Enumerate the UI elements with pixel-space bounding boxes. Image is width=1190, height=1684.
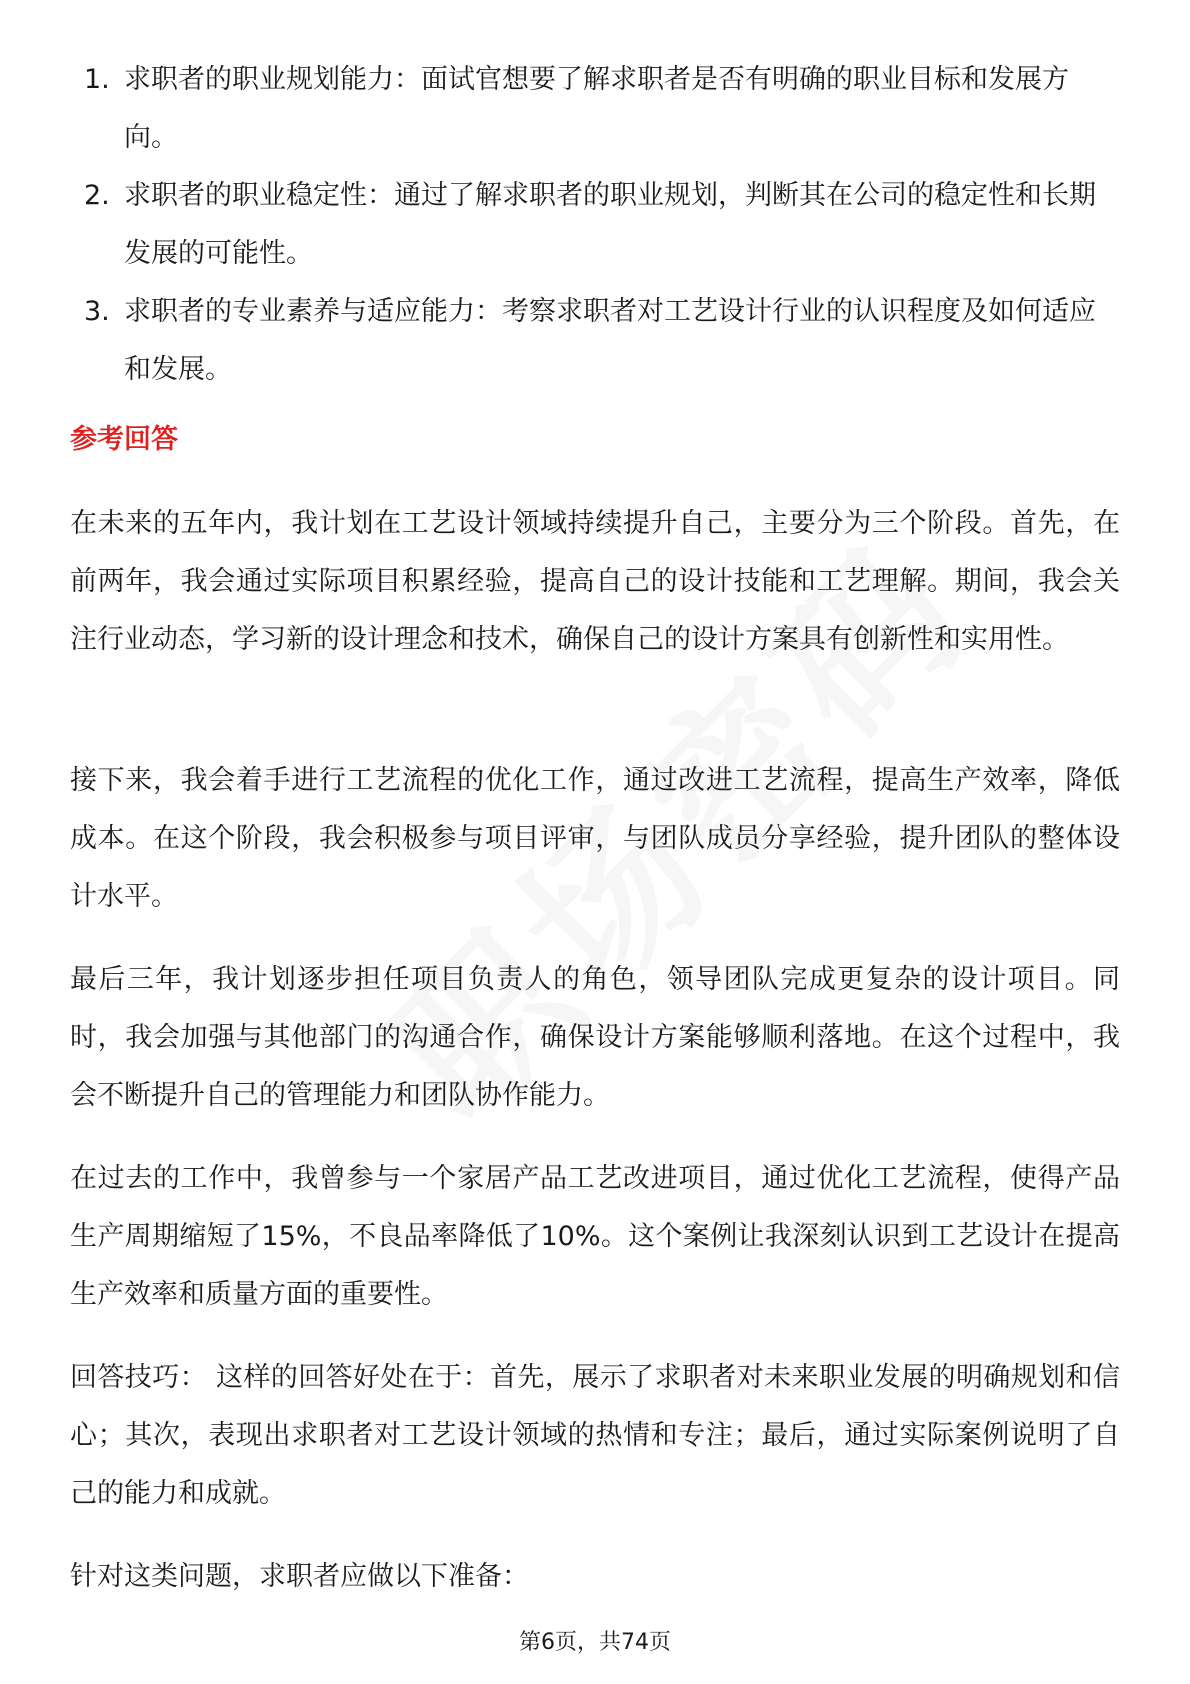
list-item — [70, 167, 1120, 283]
answer-paragraph-4: 在过去的工作中，我曾参与一个家居产品工艺改进项目，通过优化工艺流程，使得产品生产周期缩短了15%，不良品率降低了10%。这个案例让我深刻认识到工艺设计在提高生产效率和质量方面的重要性。 — [70, 1163, 1120, 1310]
answer-paragraph-2: 接下来，我会着手进行工艺流程的优化工作，通过改进工艺流程，提高生产效率，降低成本。在这个阶段，我会积极参与项目评审，与团队成员分享经验，提升团队的整体设计水平。 — [70, 765, 1120, 912]
preparation-intro-paragraph: 针对这类问题，求职者应做以下准备： — [70, 1561, 529, 1592]
question-points-list — [70, 51, 1120, 399]
list-item-number: 2. — [84, 180, 110, 211]
list-item-number: 3. — [84, 296, 110, 327]
page-number-footer: 第6页，共74页 — [519, 1630, 671, 1655]
answer-paragraph-3: 最后三年，我计划逐步担任项目负责人的角色，领导团队完成更复杂的设计项目。同时，我会加强与其他部门的沟通合作，确保设计方案能够顺利落地。在这个过程中，我会不断提升自己的管理能力和团队协作能力。 — [70, 964, 1120, 1111]
answer-tips-paragraph: 回答技巧： 这样的回答好处在于：首先，展示了求职者对未来职业发展的明确规划和信心；其次，表现出求职者对工艺设计领域的热情和专注；最后，通过实际案例说明了自己的能力和成就。 — [70, 1362, 1120, 1509]
list-item — [70, 51, 1120, 167]
answer-paragraph-1: 在未来的五年内，我计划在工艺设计领域持续提升自己，主要分为三个阶段。首先，在前两年，我会通过实际项目积累经验，提高自己的设计技能和工艺理解。期间，我会关注行业动态，学习新的设计理念和技术，确保自己的设计方案具有创新性和实用性。 — [70, 508, 1120, 655]
list-item — [70, 283, 1120, 399]
reference-answer-heading: 参考回答 — [70, 424, 178, 455]
list-item-text: 求职者的职业规划能力：面试官想要了解求职者是否有明确的职业目标和发展方向。 — [124, 64, 1069, 153]
list-item-number: 1. — [84, 64, 110, 95]
list-item-text: 求职者的专业素养与适应能力：考察求职者对工艺设计行业的认识程度及如何适应和发展。 — [124, 296, 1096, 385]
list-item-text: 求职者的职业稳定性：通过了解求职者的职业规划，判断其在公司的稳定性和长期发展的可能性。 — [124, 180, 1096, 269]
